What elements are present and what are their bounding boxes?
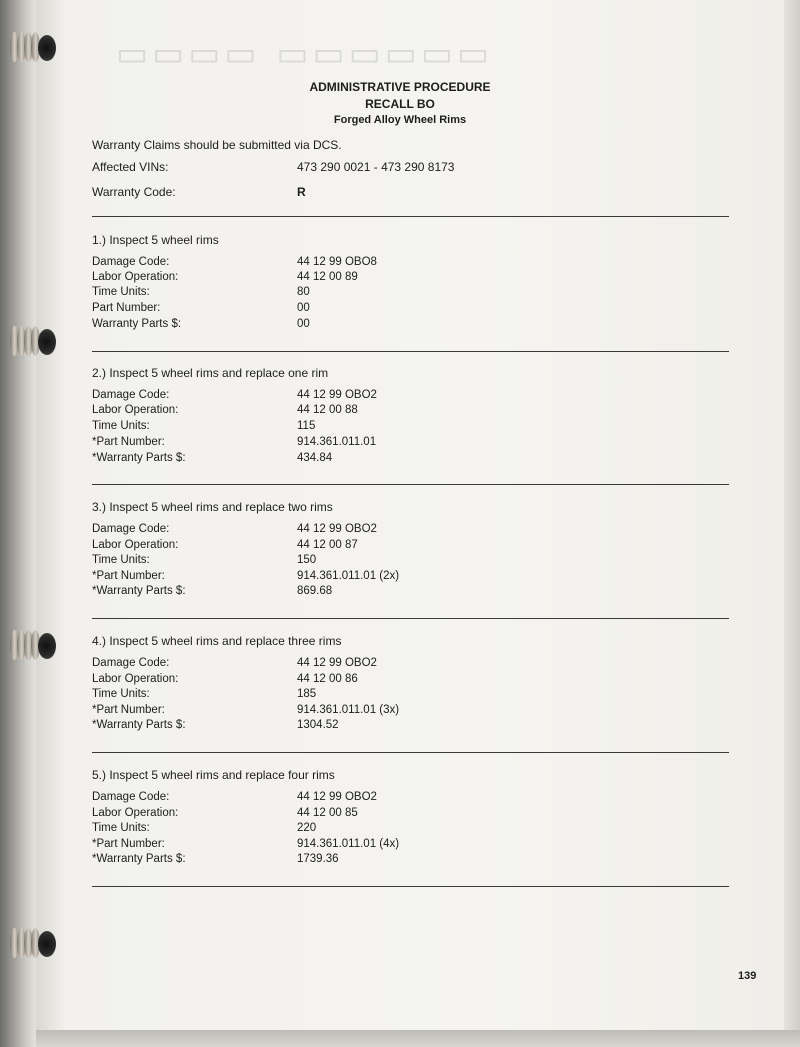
part-number-value: 914.361.011.01 (2x): [297, 570, 400, 582]
warranty-parts-value: 1304.52: [297, 719, 339, 731]
binder-ring-icon: [6, 928, 56, 958]
warranty-parts-value: 00: [297, 318, 310, 330]
divider: [92, 351, 729, 352]
binder-edge: [0, 0, 36, 1047]
damage-code-value: 44 12 99 OBO2: [297, 389, 377, 401]
table-row: [92, 853, 732, 869]
part-number-value: 914.361.011.01 (3x): [297, 704, 400, 716]
binder-ring-icon: [6, 326, 56, 356]
table-row: [92, 838, 732, 854]
warranty-code-value: R: [297, 185, 306, 199]
labor-operation-value: 44 12 00 86: [297, 673, 358, 685]
warranty-parts-value: 1739.36: [297, 853, 339, 865]
damage-code-value: 44 12 99 OBO8: [297, 256, 377, 268]
document-description: Forged Alloy Wheel Rims: [333, 114, 467, 126]
section-title: 4.) Inspect 5 wheel rims and replace three rims: [92, 634, 342, 648]
page-number: 139: [738, 970, 757, 982]
part-number-label: *Part Number:: [92, 838, 165, 850]
part-number-label: Part Number:: [92, 302, 161, 314]
table-row: [92, 318, 732, 334]
time-units-value: 185: [297, 688, 317, 700]
warranty-parts-value: 434.84: [297, 452, 333, 464]
warranty-parts-label: *Warranty Parts $:: [92, 853, 186, 865]
divider: [92, 752, 729, 753]
table-row: [92, 807, 732, 823]
section-title: 1.) Inspect 5 wheel rims: [92, 233, 219, 247]
table-row: [92, 704, 732, 720]
damage-code-label: Damage Code:: [92, 389, 170, 401]
damage-code-label: Damage Code:: [92, 657, 170, 669]
divider: [92, 886, 729, 887]
table-row: [92, 389, 732, 405]
warranty-parts-label: *Warranty Parts $:: [92, 719, 186, 731]
damage-code-value: 44 12 99 OBO2: [297, 791, 377, 803]
divider: [92, 618, 729, 619]
document-subtitle: RECALL BO: [365, 97, 435, 111]
labor-operation-value: 44 12 00 87: [297, 539, 358, 551]
damage-code-label: Damage Code:: [92, 791, 170, 803]
labor-operation-label: Labor Operation:: [92, 271, 179, 283]
table-row: [92, 256, 732, 272]
time-units-value: 115: [297, 420, 316, 432]
part-number-value: 914.361.011.01 (4x): [297, 838, 400, 850]
warranty-parts-label: *Warranty Parts $:: [92, 452, 186, 464]
binder-ring-icon: [6, 32, 56, 62]
table-row: [92, 657, 732, 673]
table-row: [92, 585, 732, 601]
intro-text: Warranty Claims should be submitted via DCS.: [92, 138, 342, 152]
table-row: [92, 286, 732, 302]
affected-vins-value: 473 290 0021 - 473 290 8173: [297, 160, 455, 174]
warranty-code-label: Warranty Code:: [92, 185, 176, 199]
table-row: [92, 452, 732, 468]
labor-operation-value: 44 12 00 85: [297, 807, 358, 819]
page-bottom-shadow: [36, 1030, 800, 1047]
labor-operation-label: Labor Operation:: [92, 807, 179, 819]
document-title: ADMINISTRATIVE PROCEDURE: [309, 80, 491, 94]
part-number-label: *Part Number:: [92, 570, 165, 582]
time-units-value: 220: [297, 822, 317, 834]
time-units-label: Time Units:: [92, 688, 150, 700]
table-row: [92, 719, 732, 735]
warranty-parts-value: 869.68: [297, 585, 333, 597]
section-title: 2.) Inspect 5 wheel rims and replace one rim: [92, 366, 329, 380]
table-row: [92, 523, 732, 539]
warranty-parts-label: Warranty Parts $:: [92, 318, 182, 330]
affected-vins-label: Affected VINs:: [92, 160, 169, 174]
part-number-label: *Part Number:: [92, 436, 165, 448]
divider: [92, 484, 729, 485]
table-row: [92, 436, 732, 452]
binder-ring-icon: [6, 630, 56, 660]
table-row: [92, 673, 732, 689]
damage-code-label: Damage Code:: [92, 256, 170, 268]
damage-code-label: Damage Code:: [92, 523, 170, 535]
part-number-value: 914.361.011.01: [297, 436, 377, 448]
labor-operation-label: Labor Operation:: [92, 539, 179, 551]
table-row: [92, 822, 732, 838]
bleed-through-logo: ▭▭▭▭▭▭ ▭▭▭▭: [112, 34, 490, 74]
section-title: 3.) Inspect 5 wheel rims and replace two rims: [92, 500, 333, 514]
part-number-label: *Part Number:: [92, 704, 165, 716]
table-row: [92, 570, 732, 586]
labor-operation-value: 44 12 00 89: [297, 271, 358, 283]
warranty-parts-label: *Warranty Parts $:: [92, 585, 186, 597]
time-units-label: Time Units:: [92, 420, 150, 432]
time-units-label: Time Units:: [92, 286, 150, 298]
table-row: [92, 404, 732, 420]
page-right-edge: [784, 0, 800, 1030]
section-title: 5.) Inspect 5 wheel rims and replace four rims: [92, 768, 335, 782]
labor-operation-value: 44 12 00 88: [297, 404, 358, 416]
time-units-label: Time Units:: [92, 822, 150, 834]
table-row: [92, 271, 732, 287]
table-row: [92, 791, 732, 807]
part-number-value: 00: [297, 302, 310, 314]
table-row: [92, 302, 732, 318]
table-row: [92, 539, 732, 555]
labor-operation-label: Labor Operation:: [92, 673, 179, 685]
time-units-label: Time Units:: [92, 554, 150, 566]
time-units-value: 150: [297, 554, 317, 566]
table-row: [92, 554, 732, 570]
damage-code-value: 44 12 99 OBO2: [297, 657, 377, 669]
damage-code-value: 44 12 99 OBO2: [297, 523, 377, 535]
divider: [92, 216, 729, 217]
table-row: [92, 688, 732, 704]
table-row: [92, 420, 732, 436]
document-page: [36, 0, 784, 1030]
time-units-value: 80: [297, 286, 310, 298]
labor-operation-label: Labor Operation:: [92, 404, 179, 416]
